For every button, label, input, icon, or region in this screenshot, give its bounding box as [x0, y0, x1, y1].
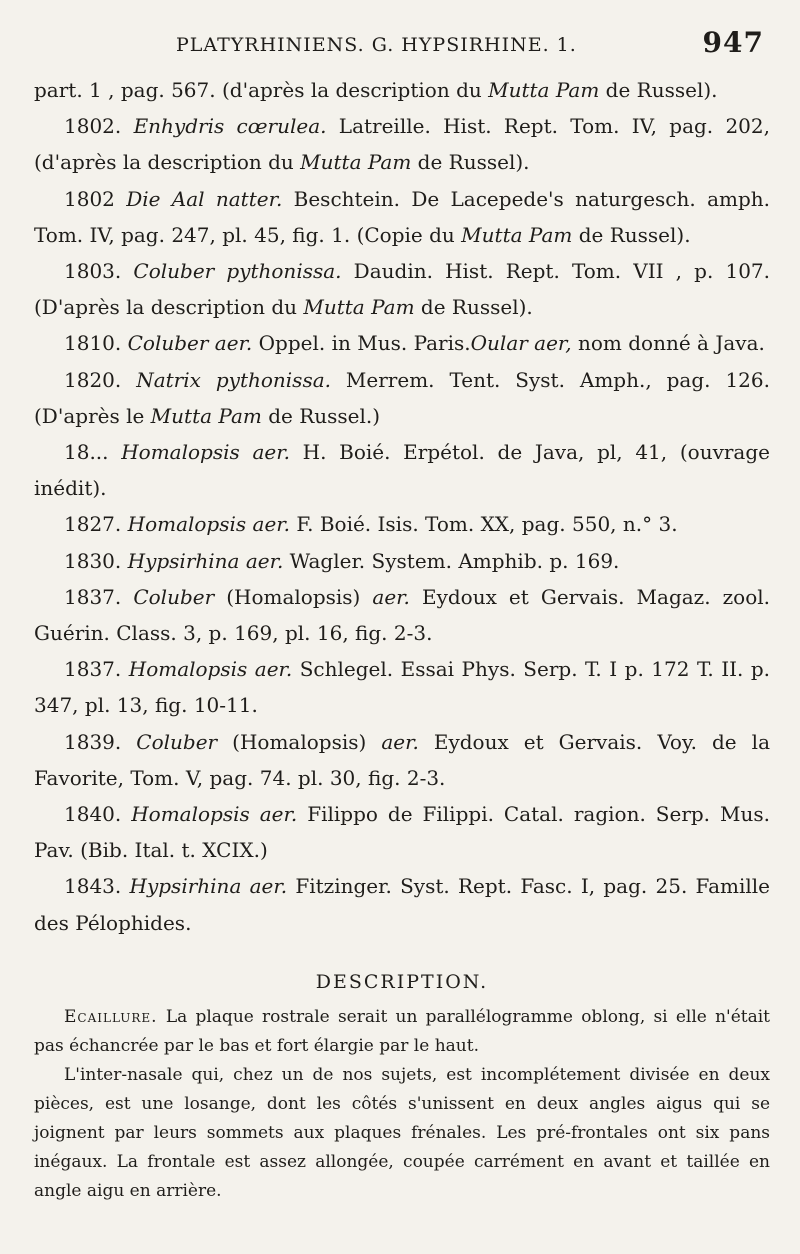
description-paragraph: L'inter-nasale qui, chez un de nos sujets, est incomplétement divisée en deux pièces, est une losange, dont les côtés s'unissent en deux angles aigus qui se joignent par leurs sommets aux plaques frénales. Les pré-frontales ont six pans inégaux. La frontale est assez allongée, coupée carrément en avant et taillée en angle aigu en arrière.	[34, 1064, 770, 1201]
running-head: PLATYRHINIENS. G. HYPSIRHINE. 1.	[176, 34, 577, 56]
synonymy-entry: 1830. Hypsirhina aer. Wagler. System. Amphib. p. 169.	[64, 548, 620, 573]
page-header	[34, 26, 770, 72]
synonymy-entry: 1837. Homalopsis aer. Schlegel. Essai Phys. Serp. T. I p. 172 T. II. p. 347, pl. 13, fig. 10-11.	[34, 657, 770, 718]
synonymy-entry: 1820. Natrix pythonissa. Merrem. Tent. Syst. Amph., pag. 126. (D'après le Mutta Pam de Russel.)	[34, 367, 770, 428]
synonymy-entry: 1840. Homalopsis aer. Filippo de Filippi. Catal. ragion. Serp. Mus. Pav. (Bib. Ital. t. XCIX.)	[34, 802, 770, 863]
synonymy-entry: 1810. Coluber aer. Oppel. in Mus. Paris.Oular aer, nom donné à Java.	[64, 331, 765, 356]
synonymy-entry: part. 1 , pag. 567. (d'après la description du Mutta Pam de Russel).	[34, 78, 718, 102]
synonymy-entry: 1843. Hypsirhina aer. Fitzinger. Syst. Rept. Fasc. I, pag. 25. Famille des Pélophides.	[34, 874, 770, 935]
page-number: 947	[702, 26, 764, 59]
synonymy-entry: 1803. Coluber pythonissa. Daudin. Hist. Rept. Tom. VII , p. 107. (D'après la description du Mutta Pam de Russel).	[34, 259, 770, 320]
description-paragraph: Ecaillure. La plaque rostrale serait un parallélogramme oblong, si elle n'était pas échancrée par le bas et fort élargie par le haut.	[34, 1006, 770, 1056]
synonymy-entry: 1802. Enhydris cœrulea. Latreille. Hist. Rept. Tom. IV, pag. 202, (d'après la description du Mutta Pam de Russel).	[34, 114, 770, 175]
section-heading: DESCRIPTION.	[315, 970, 489, 993]
paragraph-lead: Ecaillure.	[64, 1006, 158, 1027]
synonymy-entry: 1802 Die Aal natter. Beschtein. De Lacepede's naturgesch. amph. Tom. IV, pag. 247, pl. 45, fig. 1. (Copie du Mutta Pam de Russel).	[34, 186, 770, 247]
description-text	[34, 1003, 770, 1206]
synonymy-list	[34, 72, 770, 941]
synonymy-entry: 1827. Homalopsis aer. F. Boié. Isis. Tom. XX, pag. 550, n.° 3.	[64, 512, 678, 537]
synonymy-entry: 1837. Coluber (Homalopsis) aer. Eydoux et Gervais. Magaz. zool. Guérin. Class. 3, p. 169, pl. 16, fig. 2-3.	[34, 584, 770, 646]
document-page	[34, 26, 770, 1206]
synonymy-entry: 1839. Coluber (Homalopsis) aer. Eydoux et Gervais. Voy. de la Favorite, Tom. V, pag. 74. pl. 30, fig. 2-3.	[34, 729, 770, 790]
synonymy-entry: 18... Homalopsis aer. H. Boié. Erpétol. de Java, pl, 41, (ouvrage inédit).	[34, 440, 770, 501]
